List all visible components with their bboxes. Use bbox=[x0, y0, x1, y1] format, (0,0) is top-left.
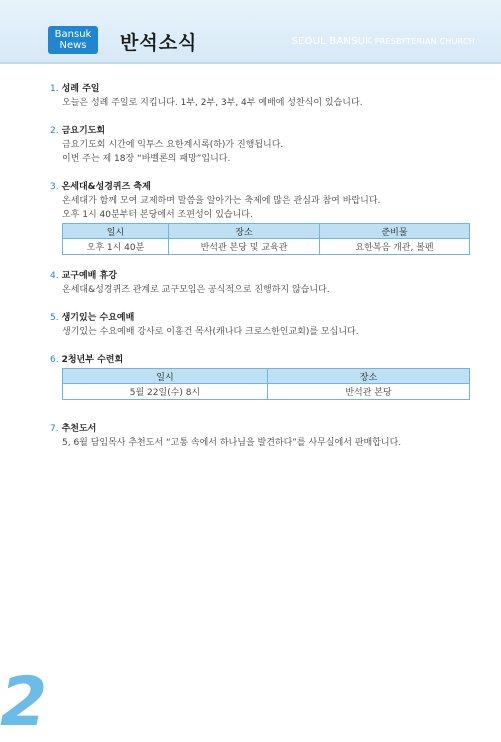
table-header: 장소 bbox=[268, 369, 470, 384]
table-cell: 요한복음 개관, 볼펜 bbox=[320, 239, 470, 255]
section-heading bbox=[50, 269, 470, 283]
section-text: 5, 6월 담임목사 추천도서 “고통 속에서 하나님을 발견하다”를 사무실에서 판매합니다. bbox=[62, 438, 402, 448]
section-text: 온세대가 함께 모여 교제하며 말씀을 알아가는 축제에 많은 관심과 참여 바랍니다. bbox=[62, 196, 381, 206]
section-number: 6. bbox=[50, 355, 59, 365]
page-number: 2 bbox=[0, 663, 48, 742]
section-title: 2청년부 수련회 bbox=[61, 355, 124, 365]
section-heading bbox=[50, 353, 470, 367]
table-header: 준비물 bbox=[320, 224, 470, 239]
table-header: 장소 bbox=[169, 224, 320, 239]
section-6 bbox=[50, 353, 470, 400]
table-header: 일시 bbox=[63, 224, 169, 239]
section-title: 생기있는 수요예배 bbox=[61, 313, 135, 323]
section-text: 생기있는 수요예배 강사로 이홍건 목사(캐나다 크로스한인교회)를 모십니다. bbox=[62, 327, 359, 337]
section-heading bbox=[50, 180, 470, 194]
table-cell: 5월 22일(수) 8시 bbox=[63, 384, 268, 400]
news-content bbox=[50, 82, 470, 464]
festival-table bbox=[62, 223, 470, 255]
section-text: 이번 주는 제 18장 “바벨론의 패망”입니다. bbox=[62, 154, 231, 164]
section-2 bbox=[50, 124, 470, 166]
logo-line-2: News bbox=[59, 40, 87, 51]
logo-line-1: Bansuk bbox=[54, 29, 92, 40]
section-text: 오후 1시 40분부터 본당에서 조편성이 있습니다. bbox=[62, 210, 253, 220]
section-number: 3. bbox=[50, 182, 59, 192]
section-title: 교구예배 휴강 bbox=[61, 271, 117, 281]
section-heading bbox=[50, 422, 470, 436]
section-text: 오늘은 성례 주일로 지킵니다. 1부, 2부, 3부, 4부 예배에 성찬식이 있습니다. bbox=[62, 98, 363, 108]
section-3 bbox=[50, 180, 470, 255]
brand-main: SEOUL BANSUK bbox=[291, 36, 372, 47]
table-row bbox=[63, 384, 470, 400]
table-header-row bbox=[63, 369, 470, 384]
section-number: 2. bbox=[50, 126, 59, 136]
table-row bbox=[63, 239, 470, 255]
page-title: 반석소식 bbox=[120, 32, 198, 54]
section-4 bbox=[50, 269, 470, 297]
section-title: 성례 주일 bbox=[61, 84, 100, 94]
retreat-table bbox=[62, 368, 470, 400]
table-header: 일시 bbox=[63, 369, 268, 384]
bansuk-news-logo bbox=[48, 26, 98, 54]
section-text: 금요기도회 시간에 익투스 요한계시록(하)가 진행됩니다. bbox=[62, 140, 284, 150]
table-cell: 반석관 본당 및 교육관 bbox=[169, 239, 320, 255]
section-1 bbox=[50, 82, 470, 110]
section-7 bbox=[50, 422, 470, 450]
table-header-row bbox=[63, 224, 470, 239]
section-heading bbox=[50, 311, 470, 325]
section-number: 4. bbox=[50, 271, 59, 281]
church-brand bbox=[291, 36, 475, 47]
section-text: 온세대&성경퀴즈 관계로 교구모임은 공식적으로 진행하지 않습니다. bbox=[62, 285, 330, 295]
page-header bbox=[0, 0, 501, 64]
section-heading bbox=[50, 124, 470, 138]
section-title: 온세대&성경퀴즈 축제 bbox=[61, 182, 151, 192]
section-title: 금요기도회 bbox=[61, 126, 106, 136]
table-cell: 반석관 본당 bbox=[268, 384, 470, 400]
section-number: 7. bbox=[50, 424, 59, 434]
section-title: 추천도서 bbox=[61, 424, 97, 434]
section-heading bbox=[50, 82, 470, 96]
table-cell: 오후 1시 40분 bbox=[63, 239, 169, 255]
section-5 bbox=[50, 311, 470, 339]
section-number: 5. bbox=[50, 313, 59, 323]
section-number: 1. bbox=[50, 84, 59, 94]
brand-sub: PRESBYTERIAN CHURCH bbox=[374, 37, 475, 46]
